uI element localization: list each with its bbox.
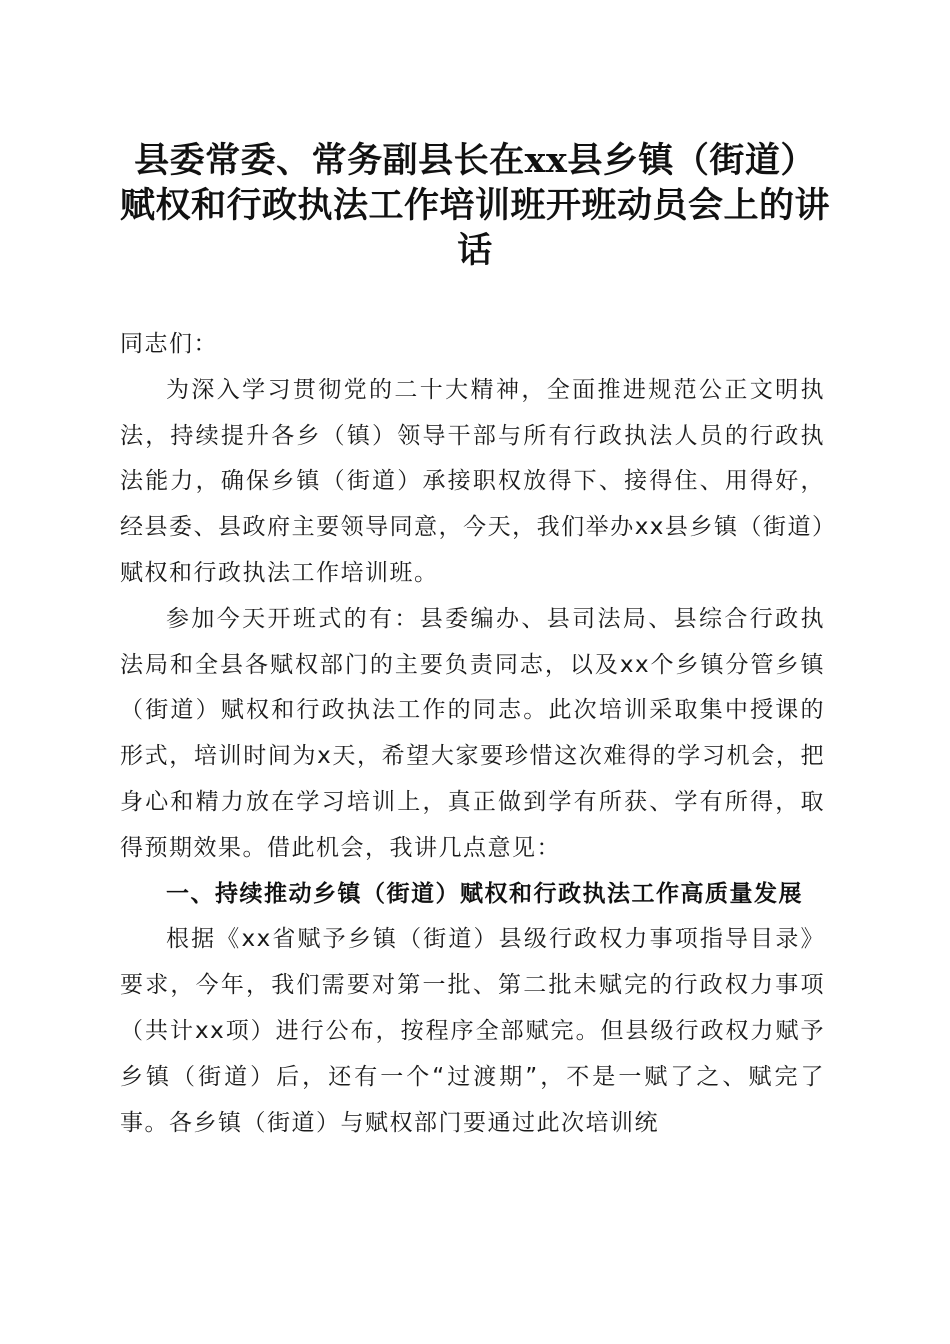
section-1-paragraph: 根据《xx省赋予乡镇（街道）县级行政权力事项指导目录》要求，今年，我们需要对第一批、第二批未赋完的行政权力事项（共计xx项）进行公布，按程序全部赋完。但县级行政权力赋予乡镇（街道）后，还有一个“过渡期”，不是一赋了之、赋完了事。各乡镇（街道）与赋权部门要通过此次培训统: [120, 926, 825, 1136]
paragraph-attendees: 参加今天开班式的有：县委编办、县司法局、县综合行政执法局和全县各赋权部门的主要负责同志，以及xx个乡镇分管乡镇（街道）赋权和行政执法工作的同志。此次培训采取集中授课的形式，培训时间为x天，希望大家要珍惜这次难得的学习机会，把身心和精力放在学习培训上，真正做到学有所获、学有所得，取得预期效果。借此机会，我讲几点意见：: [120, 605, 825, 861]
paragraph-intro: 为深入学习贯彻党的二十大精神，全面推进规范公正文明执法，持续提升各乡（镇）领导干部与所有行政执法人员的行政执法能力，确保乡镇（街道）承接职权放得下、接得住、用得好，经县委、县政府主要领导同意，今天，我们举办xx县乡镇（街道）赋权和行政执法工作培训班。: [120, 376, 825, 586]
title-line-1: 县委常委、常务副县长在xx县乡镇（街道）: [134, 140, 816, 181]
title-line-2: 赋权和行政执法工作培训班开班动员会上的讲: [119, 185, 830, 226]
document-title: [100, 138, 850, 273]
section-heading-1: 一、持续推动乡镇（街道）赋权和行政执法工作高质量发展: [166, 880, 803, 907]
document-body: [120, 322, 825, 1146]
title-line-3: 话: [457, 230, 493, 271]
salutation: 同志们：: [120, 331, 218, 357]
